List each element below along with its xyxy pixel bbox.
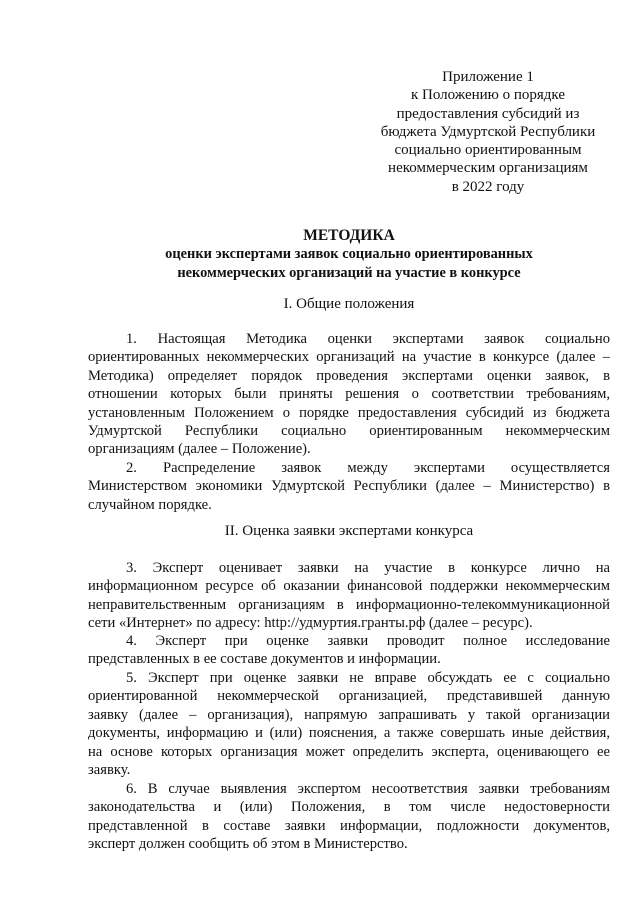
text-line: на основе которых организация может определить эксперта, оценивающего ее [88,743,610,760]
text-line: 4. Эксперт при оценке заявки проводит полное исследование [126,633,610,649]
text-line: случайном порядке. [88,496,212,513]
text-line: заявку (далее – организация), напрямую запрашивать у такой организации [88,706,610,723]
paragraph-2 [88,459,610,514]
text-line: эксперт должен сообщить об этом в Министерство. [88,836,408,853]
text-line: информационном ресурсе об оказании финансовой поддержки некоммерческим [88,578,610,595]
paragraph-4 [88,632,610,669]
appendix-line: бюджета Удмуртской Республики [380,123,596,140]
appendix-line: социально ориентированным [394,142,582,159]
section-1-heading: I. Общие положения [283,296,415,312]
text-line: отношении которых были приняты решения о соответствии требованиям, [88,386,610,403]
paragraph-3 [88,559,610,633]
appendix-note [372,68,604,196]
paragraph-5 [88,669,610,779]
text-line: представленных в ее составе документов и информации. [88,651,441,668]
text-line: 3. Эксперт оценивает заявки на участие в конкурсе лично на [126,560,610,576]
appendix-line: Приложение 1 [442,69,534,85]
appendix-line: некоммерческим организациям [388,160,588,177]
text-line: представленной в составе заявки информации, подложности документов, [88,817,610,834]
document-title [88,226,610,282]
appendix-line: к Положению о порядке [411,87,565,104]
title-subtitle-line: некоммерческих организаций на участие в конкурсе [177,264,521,281]
appendix-line: в 2022 году [451,178,525,195]
title-main: МЕТОДИКА [303,227,395,244]
title-subtitle-line: оценки экспертами заявок социально ориентированных [165,246,533,262]
text-line: организациям (далее – Положение). [88,441,311,458]
appendix-line: предоставления субсидий из [396,105,580,122]
text-line: 2. Распределение заявок между экспертами осуществляется [126,460,610,476]
text-line: 1. Настоящая Методика оценки экспертами заявок социально [126,331,610,347]
text-line: 6. В случае выявления экспертом несоответствия заявки требованиям [126,781,610,797]
text-line: законодательства и (или) Положения, в том числе недостоверности [88,799,610,816]
text-line: документы, информацию и (или) пояснения, а также совершать иные действия, [88,725,610,742]
text-line: Удмуртской Республики социально ориентированным некоммерческим [88,422,610,439]
text-line: заявку. [88,761,131,778]
text-line: Министерством экономики Удмуртской Республики (далее – Министерство) в [88,478,610,495]
text-line: установленным Положением о порядке предоставления субсидий из бюджета [88,404,610,421]
text-line: неправительственным организациям в информационно-телекоммуникационной [88,596,610,613]
text-line: сети «Интернет» по адресу: http://удмуртия.гранты.рф (далее – ресурс). [88,615,533,632]
paragraph-6 [88,780,610,854]
text-line: ориентированных некоммерческих организаций на участие в конкурсе (далее – [88,349,610,366]
text-line: ориентированной некоммерческой организацией, представившей данную [88,688,610,705]
text-line: 5. Эксперт при оценке заявки не вправе обсуждать ее с социально [126,670,610,686]
paragraph-1 [88,330,610,459]
text-line: Методика) определяет порядок проведения экспертами оценки заявок, в [88,367,610,384]
section-2-heading: II. Оценка заявки экспертами конкурса [224,523,474,539]
